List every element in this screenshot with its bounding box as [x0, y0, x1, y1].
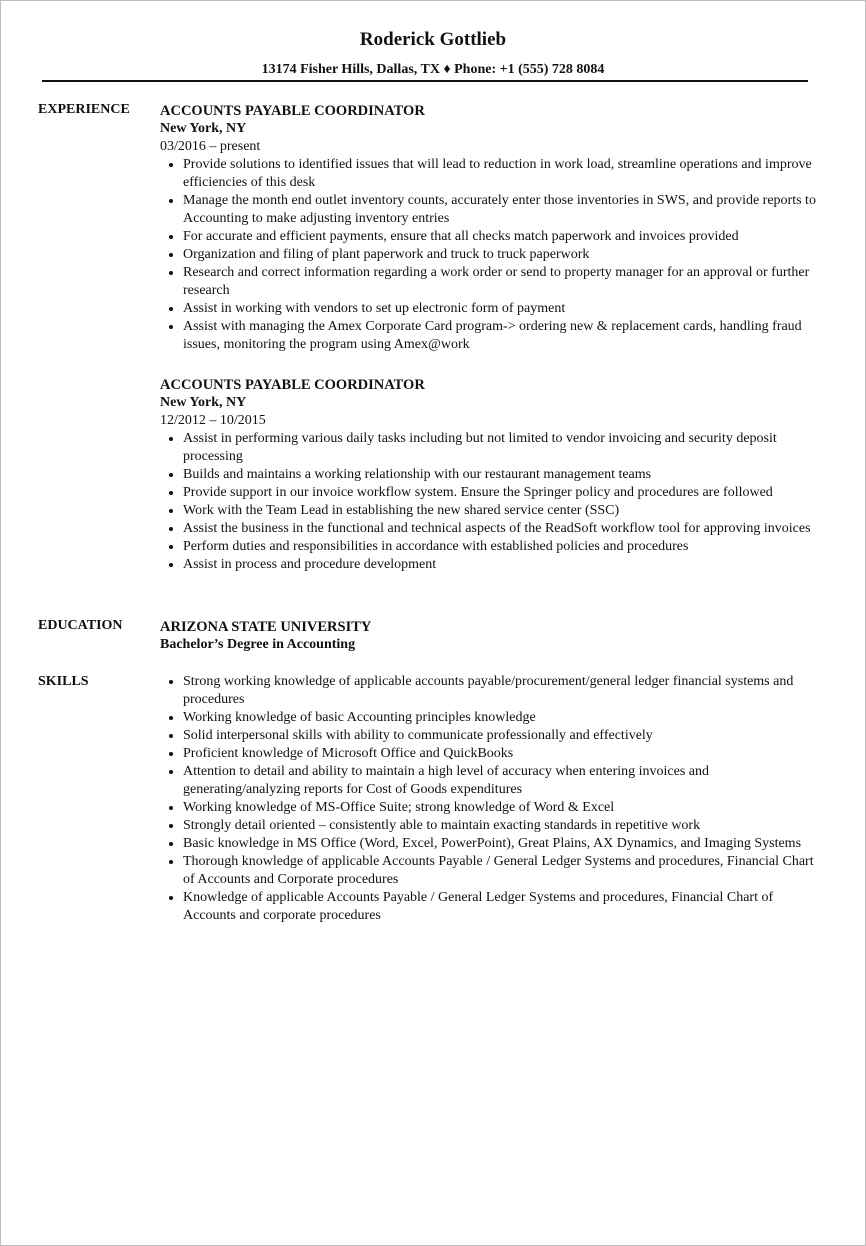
list-item: Basic knowledge in MS Office (Word, Excel, PowerPoint), Great Plains, AX Dynamics, and Imaging Systems: [160, 835, 820, 853]
list-item: Strong working knowledge of applicable accounts payable/procurement/general ledger financial systems and procedures: [160, 673, 820, 709]
list-item: Provide solutions to identified issues that will lead to reduction in work load, streamline operations and improve efficiencies of this desk: [160, 156, 820, 192]
list-item: Builds and maintains a working relationship with our restaurant management teams: [160, 466, 820, 484]
list-item: Assist in performing various daily tasks including but not limited to vendor invoicing and security deposit processing: [160, 430, 820, 466]
list-item: Manage the month end outlet inventory counts, accurately enter those inventories in SWS, and provide reports to Accounting to make adjusting inventory entries: [160, 192, 820, 228]
job-location: New York, NY: [160, 395, 247, 410]
list-item: Strongly detail oriented – consistently able to maintain exacting standards in repetitive work: [160, 817, 820, 835]
job-dates: 03/2016 – present: [160, 139, 261, 154]
list-item: Attention to detail and ability to maintain a high level of accuracy when entering invoices and generating/analyzing reports for Cost of Goods expenditures: [160, 763, 820, 799]
school-name: ARIZONA STATE UNIVERSITY: [160, 619, 372, 635]
header-divider: [42, 80, 808, 82]
experience-job-2: [160, 376, 820, 574]
degree-name: Bachelor’s Degree in Accounting: [160, 637, 356, 652]
contact-line: 13174 Fisher Hills, Dallas, TX ♦ Phone: +1 (555) 728 8084: [261, 62, 605, 77]
list-item: Assist with managing the Amex Corporate Card program-> ordering new & replacement cards, handling fraud issues, monitoring the program using Amex@work: [160, 318, 820, 354]
list-item: Assist the business in the functional and technical aspects of the ReadSoft workflow tool for approving invoices: [160, 520, 820, 538]
skills-list: [160, 673, 820, 925]
section-label-skills: SKILLS: [38, 674, 89, 689]
experience-job-1: [160, 102, 820, 354]
list-item: Assist in working with vendors to set up electronic form of payment: [160, 300, 820, 318]
job-title: ACCOUNTS PAYABLE COORDINATOR: [160, 103, 425, 119]
job-duties-list: [160, 430, 820, 574]
list-item: Provide support in our invoice workflow system. Ensure the Springer policy and procedures are followed: [160, 484, 820, 502]
list-item: Research and correct information regarding a work order or send to property manager for an approval or further research: [160, 264, 820, 300]
section-label-education: EDUCATION: [38, 618, 123, 633]
job-title: ACCOUNTS PAYABLE COORDINATOR: [160, 377, 425, 393]
job-duties-list: [160, 156, 820, 354]
list-item: Knowledge of applicable Accounts Payable / General Ledger Systems and procedures, Financial Chart of Accounts and corporate procedures: [160, 889, 820, 925]
list-item: For accurate and efficient payments, ensure that all checks match paperwork and invoices provided: [160, 228, 820, 246]
list-item: Assist in process and procedure development: [160, 556, 820, 574]
candidate-name: Roderick Gottlieb: [359, 29, 507, 50]
list-item: Working knowledge of MS-Office Suite; strong knowledge of Word & Excel: [160, 799, 820, 817]
skills-block: [160, 673, 820, 925]
education-entry: [160, 618, 820, 654]
section-label-experience: EXPERIENCE: [38, 102, 130, 117]
list-item: Perform duties and responsibilities in accordance with established policies and procedures: [160, 538, 820, 556]
job-dates: 12/2012 – 10/2015: [160, 413, 266, 428]
list-item: Organization and filing of plant paperwork and truck to truck paperwork: [160, 246, 820, 264]
list-item: Working knowledge of basic Accounting principles knowledge: [160, 709, 820, 727]
list-item: Thorough knowledge of applicable Accounts Payable / General Ledger Systems and procedures, Financial Chart of Accounts and Corporate procedures: [160, 853, 820, 889]
list-item: Work with the Team Lead in establishing the new shared service center (SSC): [160, 502, 820, 520]
list-item: Solid interpersonal skills with ability to communicate professionally and effectively: [160, 727, 820, 745]
list-item: Proficient knowledge of Microsoft Office and QuickBooks: [160, 745, 820, 763]
job-location: New York, NY: [160, 121, 247, 136]
